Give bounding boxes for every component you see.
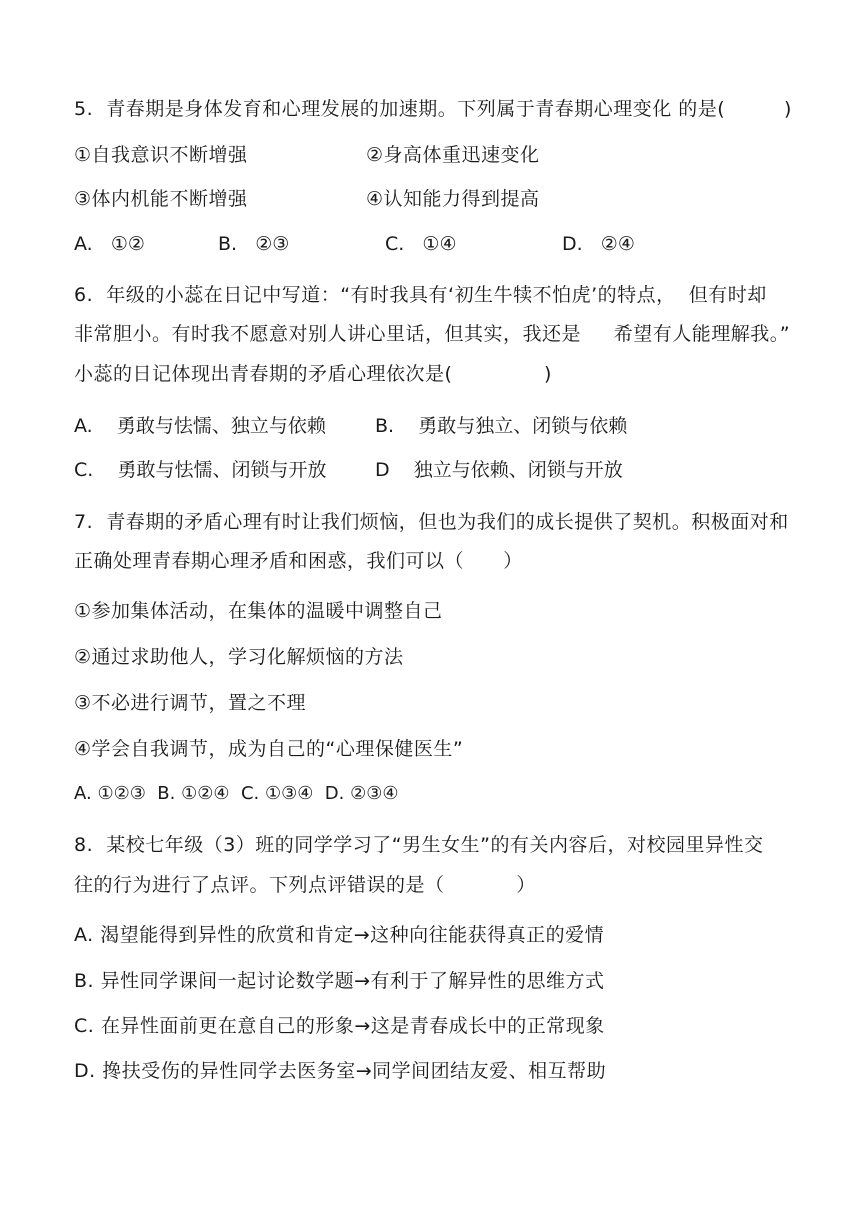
- q7-item-1: ①参加集体活动，在集体的温暖中调整自己: [74, 600, 443, 622]
- q5-option-b: B. ②③: [218, 233, 290, 255]
- q8-stem-line-1: 8. 某校七年级（3）班的同学学习了“男生女生”的有关内容后，对校园里异性交: [74, 834, 764, 856]
- q5-option-c: C. ①④: [385, 233, 457, 255]
- q8-option-c: C. 在异性面前更在意自己的形象→这是青春成长中的正常现象: [74, 1015, 605, 1037]
- q7-stem-line-2: 正确处理青春期心理矛盾和困惑，我们可以（ ）: [74, 550, 523, 572]
- q7-item-2: ②通过求助他人，学习化解烦恼的方法: [74, 646, 404, 668]
- q6-option-a: A. 勇敢与怯懦、独立与依赖: [74, 415, 326, 437]
- q6-stem-line-3: 小蕊的日记体现出青春期的矛盾心理依次是( ): [74, 363, 552, 385]
- q8-stem-line-2: 往的行为进行了点评。下列点评错误的是（ ）: [74, 874, 536, 896]
- q5-stem: 5. 青春期是身体发育和心理发展的加速期。下列属于青春期心理变化 的是( ): [74, 98, 792, 120]
- q6-option-d: D 独立与依赖、闭锁与开放: [375, 459, 623, 481]
- q5-item-1: ①自我意识不断增强: [74, 144, 248, 166]
- q5-option-a: A. ①②: [74, 233, 145, 255]
- q7-options: A. ①②③ B. ①②④ C. ①③④ D. ②③④: [74, 783, 399, 804]
- q5-item-4: ④认知能力得到提高: [366, 188, 540, 210]
- q7-item-3: ③不必进行调节，置之不理: [74, 692, 307, 714]
- q6-stem-line-1: 6. 年级的小蕊在日记中写道：“有时我具有‘初生牛犊不怕虎’的特点， 但有时却: [74, 284, 767, 306]
- q8-option-a: A. 渴望能得到异性的欣赏和肯定→这种向往能获得真正的爱情: [74, 924, 605, 946]
- q7-item-4: ④学会自我调节，成为自己的“心理保健医生”: [74, 738, 464, 760]
- q5-item-3: ③体内机能不断增强: [74, 188, 248, 210]
- q5-option-d: D. ②④: [562, 233, 635, 255]
- q6-option-c: C. 勇敢与怯懦、闭锁与开放: [74, 459, 327, 481]
- q8-option-d: D. 搀扶受伤的异性同学去医务室→同学间团结友爱、相互帮助: [74, 1060, 607, 1082]
- q8-option-b: B. 异性同学课间一起讨论数学题→有利于了解异性的思维方式: [74, 970, 605, 992]
- q6-stem-line-2: 非常胆小。有时我不愿意对别人讲心里话，但其实，我还是 希望有人能理解我。”: [74, 323, 791, 345]
- q7-stem-line-1: 7. 青春期的矛盾心理有时让我们烦恼，但也为我们的成长提供了契机。积极面对和: [74, 511, 789, 533]
- q5-item-2: ②身高体重迅速变化: [366, 144, 540, 166]
- q6-option-b: B. 勇敢与独立、闭锁与依赖: [375, 415, 628, 437]
